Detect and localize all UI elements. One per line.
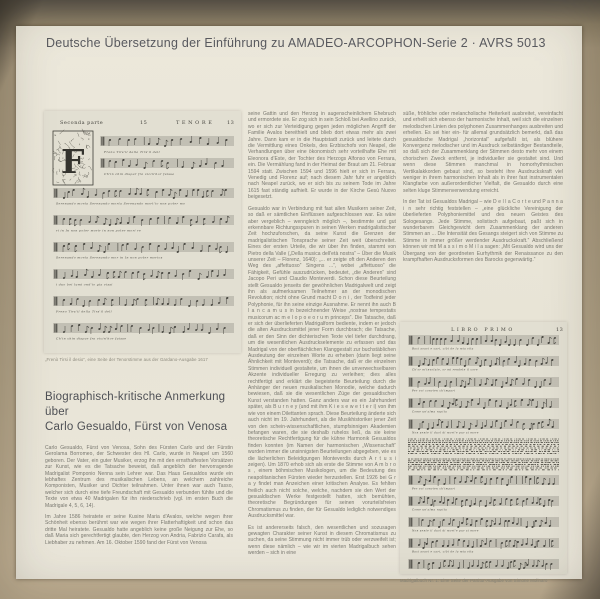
svg-text:Baci soavi e cari, cibi de la: Baci soavi e cari, cibi de la mia vita [412,347,474,351]
page-title: Deutsche Übersetzung der Einführung zu AMADEO-ARCOPHON-Serie 2 · AVRS 5013 [46,36,546,50]
paragraph: Im Jahre 1586 heiratete er seine Kusine Maria d'Avalos, welche wegen ihrer Schönheit ebenso berühmt war wie wegen ihrer Flatterhaftigkeit und schon das dritte Mal heiratete. Gesualdo hatte angeblich keine große Neigung zur Ehe, so daß Maria sich gerechtfertigt glaubte, den Herzog von Andria, Fabrizio Carafa, als Liebhaber zu nehmen. Am 16. Oktober 1590 fand der Fürst von Venosa [45,514,233,546]
paragraph: In der Tat ist Gesualdos Madrigal – wie D e l l a C o r t e und P a n n a i n sehr richtig feststellen – „eine glückliche Vereinigung der überlieferten Polyphoniemittel und des neuen Geistes des Sologesangs. Jede Stimme, solistisch aufgebaut, paßt sich in wunderbarem Gleichgewicht dem Zusammenklang der anderen Stimmen an ... Die Intensität des Gesangs steigert sich von Stimme zu Stimme in immer größer werdender Ausdruckskraft.“ Abschließend können wir mit M a s s i m o M i l a sagen: „Mit Gesualdo wird uns der Übergang von der geordneten Eurhythmik der Renaissance zu den krampfhaften Ausdrucksformen des Barocks gegenwärtig.“ [403,199,563,263]
facsimile-page-number: 13 [227,120,235,126]
paragraph: süße, fröhliche oder melancholische Heiterkeit ausbreitet, vereinfacht und erhellt sich ebenso der harmonische Inhalt, weil sich die einzelnen melodischen Linien des polyphonen Zusammenhanges ausbreiten und erhellen. Es sei hier ein- für allemal grundsätzlich bemerkt, daß das gesualdische Madrigal „horizontal“ aufgefaßt ist, als blühere Konvergenz melodischer und im Ausdruck selbständiger Bestandteile, so daß sich der Zusammenklang der Stimmen desto mehr von einem chorischen Zweck entfernt, je individueller sie gestaltet sind. Und wenn diese Stimmen manchmal in homorhythmischen Vertikalakkorden gebaut sind, so besteht ihre Ausdruckskraft viel weniger in ihrem harmonischen Inhalt als in ihrer fast instrumentalen Klangfarbe von außerordentlicher Vielfalt, die Gesualdo durch eine selten kluge Stimmenverwendung erreicht. [403,111,563,194]
record-insert-page [16,26,582,583]
svg-text:Non sente il duol di mort'e pu: Non sente il duol di mort'e pur si more [412,529,479,533]
paragraph: Carlo Gesualdo, Fürst von Venosa, Sohn des Fürsten Carlo und der Fürstin Gerolama Borromeo, der Schwester des Hl. Carlo, wurde in Neapel um 1560 geboren. Der Vater, ein guter Musiker, erzog ihn mit den ernsthaftesten Vorsätzen zur Kunst, wie es die Tatsache beweist, daß angeblich der hervorragende Madrigalist Pomponio Nenna sein Lehrer war. Das Haus Gesualdos wurde ein lebhaftes Zentrum des musikalischen Lebens, an welchem zahlreiche Komponisten, Musiker und Dichter teilnahmen. Unter ihnen war auch Tasso, welcher sich durch eine tiefe Freundschaft mit Gesualdo verbunden fühlte und die Texte von etwa 40 Madrigalen für ihn niederschrieb (vgl. im ersten Buch die Madrigale 4, 5, 6, 14). [45,445,233,509]
svg-text:Baci soavi e cari, cibi de la: Baci soavi e cari, cibi de la mia vita [412,550,474,554]
svg-text:Freno Tirs'il della Tirs'il: Freno Tirs'il della Tirs'il dell [104,150,161,154]
left-text-column [45,445,233,583]
paragraph: Es ist andererseits falsch, den wesentlichen und sozusagen gewagten Charakter seiner Kunst in diesem Chromatismus zu suchen, da seine Stimmung nicht immer trüb oder verzweifelt ist; wenn diese nämlich – wie wir im vierten Madrigalbuch sehen werden – sich in eine [248,524,396,557]
svg-text:Come un'alma rapita: Come un'alma rapita [412,508,448,512]
svg-text:Come un'alma rapita: Come un'alma rapita [412,410,448,414]
facsimile-header-libro-primo: LIBRO PRIMO [451,328,515,333]
svg-text:Ch'in chin dispar fra vicin'ho: Ch'in chin dispar fra vicin'hor fuisse [104,172,175,176]
right-facsimile-caption: Madrigalbuch Nr. 1: Eine Seite der Partitur-Ausgabe von Simone Molinaro [400,578,548,583]
section-heading [45,390,227,435]
svg-text:Non sente il duol di mort'e pu: Non sente il duol di mort'e pur si more [412,431,479,435]
svg-text:F: F [61,142,85,181]
svg-text:Serenando morta Serenando m: Serenando morta Serenando morta Serenando mort'io non poter mo [56,201,186,206]
left-facsimile-caption: „Frenò Tirsi il desio“, eine Seite der Tenorstimme aus der Gardano-Ausgabe 1617 [45,357,208,362]
paragraph: Gesualdo war in Verbindung mit fast allen Musikern seiner Zeit, so daß er sämtlichen Einflüssen aufgeschlossen war. Es wäre aber vergeblich – wenngleich möglich –, bestimmte und gut erkennbare Richtungsspuren in seinen Werken madrigalistischer Zeit hochzuforschen, da seine Kunst die Grenzen der madrigalistischen Tonsprache seiner Zeit weit überschreitet. Eines der ersten Urteile, die wir über ihn finden, stammt von Pietro della Valle („Della musica dell'età nostra“ – Über die Musik unserer Zeit – Florenz, 1640): „... er zeigte oft den Anderen den Weg des „affettuoso“ Singens ...“, wobei „affettuoso“ die Fähigkeit, Gefühle auszudrücken, bedeutet, „die Anderen“ sind Jacopo Peri und Claudio Monteverdi. Schon diese Beurteilung stellt Gesualdo jenseits der gewöhnlichen Madrigalwelt und zeigt ihn als aufmerksamen Teilnehmer an der monodischen Revolution; nicht ohne Grund macht D o n i , der Todfeind jeder Polyphonie, für ihn seine einzige Ausnahme. Er nennt ihn auch B l a n c a m u s in bezeichnender Weise „nostrae tempestatis musicorum ac m e l o p o e o r u m princeps“. Die Tatsache, daß er sich der überlieferten Madrigalform bediente, indem er jedoch die alten Ausdrucksmittel jener Form durchbrach; die Tatsache, daß er den Sinn der dichterischen Texte viel tiefer durchdrang, um die wesentlichen Ausdruckselemente zu erfassen und das Madrigal von der oberflächlichen Klanggestalt zur buchstäblichen Ausdeutung der einzelnen Worte zu erheben (darin liegt seine Ähnlichkeit mit Monteverdi); die Tatsache, daß er die einzelnen Stimmen individuell gestaltete, um ihnen die unverwechselbaren Akzente individueller Erregung zu verleihen; dies alles rechtfertigt und erklärt die begeisterte Beurteilung durch die Anhänger der neuen musikalischen Monodie, welche dadurch bewiesen, daß sie die wesentlichen Züge der gesualdischen Kunst verstanden hatten. Ganz anders war es ein Jahrhundert später, als B u r n e y (und mit ihm K i e s e w e t t e r i) von ihm wie von einem Dilettanten sprach. Diese Beurteilung änderte sich auch nicht im 19. Jahrhundert, als die Musikhistoriker jener Zeit von den schein-wissenschaftlichen, stumpfsinnigen Akademien befangen waren, die sie deshalb ruhelos ließ, da sie keine theoretische Rechtfertigung für die kühne Harmonik Gesualdos finden konnten (im Namen der harmonischen „Wissenschaft“ wurden immer die unsinnigsten Beurteilungen abgegeben, wie es die lächerlichen Beleidigungen Monteverdis durch A r t u s i zeigen). Um 1870 erhob sich als erste die Stimme von A m b r o s , einem böhmischen Musikologen, um die Bedeutung des neapolitanischen Fürsten wieder herzustellen. Erst 1926 bei G r a y findet man Anzeichen einer kritischen Analyse. Es fehlten freilich auch nicht solche, welche, nachdem sie den Wert der gesualdischen Werke festgestellt hatten, sich bemühten, theoretische Begründungen für seinen vorurteilsfreien Chromatismus zu finden, der für Gesualdo lediglich notwendiges Ausdrucksmittel war. [248,205,396,520]
heading-line-3: Carlo Gesualdo, Fürst von Venosa [45,421,228,433]
svg-text:Ch'or m'involate, or mi rendet: Ch'or m'involate, or mi rendete il core [412,368,478,372]
svg-text:Per voi convien ch'impari: Per voi convien ch'impari [412,487,456,491]
svg-text:Freno Tirs'il della Tirs'il: Freno Tirs'il della Tirs'il dell [56,309,113,314]
score-facsimile [400,322,567,574]
heading-line-2: über [45,406,69,418]
svg-text:Per voi convien ch'impari: Per voi convien ch'impari [412,389,456,393]
tenor-partbook-facsimile [44,111,241,353]
right-text-column [403,111,563,317]
facsimile-folio-center: 15 [140,120,148,126]
middle-text-column [248,111,396,583]
svg-text:Serenando morta Serenando mo: Serenando morta Serenando mor in In non poter morios [56,255,163,260]
facsimile-page-number: 13 [556,327,564,333]
heading-line-1: Biographisch-kritische Anmerkung [45,391,226,403]
svg-text:ri in In non poter mori: ri in In non poter morir in non poter mori re [56,228,142,233]
svg-text:Ch'in chin dispar fra vicin'ho: Ch'in chin dispar fra vicin'hor fuisse [56,336,127,341]
paragraph: seine Gattin und den Herzog in augenscheinlichem Ehebruch und ermordete sie. Er zog sich in sein Schloß bei Avellino zurück, wo er sich zur Verteidigung gegen jeden möglichen Angriff der Familie Avalos bereithielt und blieb dort etwas mehr als zwei Jahre. Dann kam er in die Hauptstadt zurück und leitete durch die Vermittlung eines Onkels, des Erzbischofs von Neapel, die Verhandlungen über eine ökonomisch sehr vorteilhafte Ehe mit Eleonora d'Este, der Tochter des Herzogs Alfonso von Ferrara, ein. Die Vermählung fand in der Heimat der Braut am 21. Februar 1594 statt. Zwischen 1594 und 1596 hielt er sich in Ferrara, Venedig und Florenz auf; nach diesem Jahr fuhr er angeblich nach Neapel zurück, wo er sich bis zu seinem Tode im Jahre 1615 fast ständig aufhielt. Er wurde in der Kirche Gesù Nuovo beigesetzt. [248,111,396,201]
facsimile-header-seconda-parte: Seconda parte [60,120,104,126]
facsimile-header-tenore: TENORE [176,120,215,126]
svg-text:i duo bei lumi ond'io gia: i duo bei lumi ond'io gia vissi [56,282,113,287]
